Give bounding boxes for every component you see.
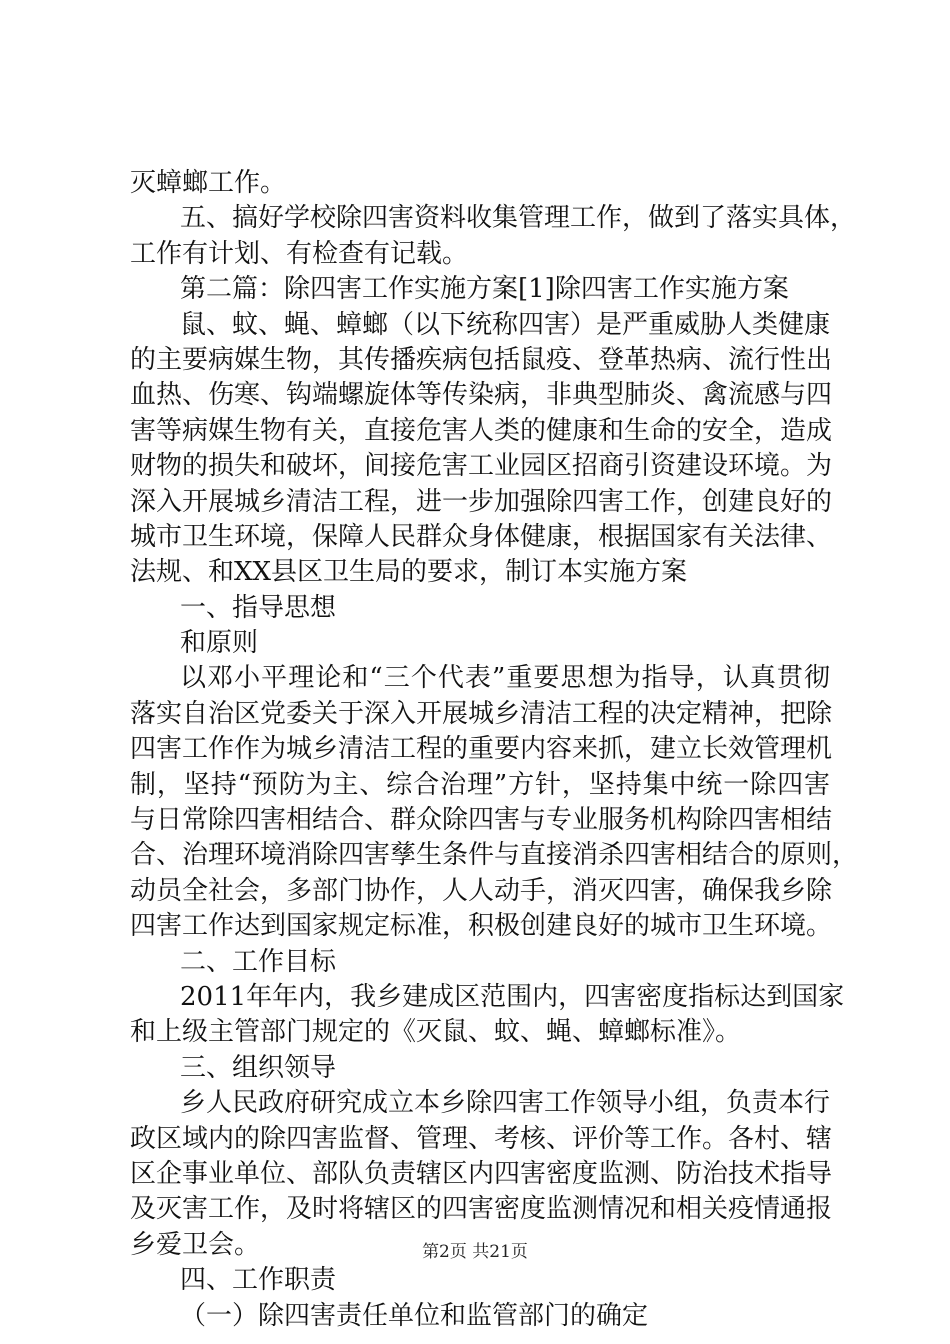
text-line: 血热、伤寒、钩端螺旋体等传染病，非典型肺炎、禽流感与四 [130, 380, 833, 411]
text-line: 政区域内的除四害监督、管理、考核、评价等工作。各村、辖 [130, 1123, 833, 1154]
text-line: 四、工作职责 [180, 1265, 337, 1296]
text-line: 鼠、蚊、蝇、蟑螂（以下统称四害）是严重威胁人类健康 [180, 309, 831, 340]
text-line: 一、指导思想 [180, 592, 337, 623]
text-line: 害等病媒生物有关，直接危害人类的健康和生命的安全，造成 [130, 415, 833, 446]
text-line: 和原则 [180, 628, 259, 659]
text-line: 城市卫生环境，保障人民群众身体健康，根据国家有关法律、 [130, 521, 833, 552]
text-line: 合、治理环境消除四害孳生条件与直接消杀四害相结合的原则， [130, 840, 859, 871]
text-line: 财物的损失和破坏，间接危害工业园区招商引资建设环境。为 [130, 451, 833, 482]
text-line: 深入开展城乡清洁工程，进一步加强除四害工作，创建良好的 [130, 486, 833, 517]
text-line: 灭蟑螂工作。 [130, 168, 287, 198]
text-line: 四害工作达到国家规定标准，积极创建良好的城市卫生环境。 [130, 911, 833, 942]
text-line: 落实自治区党委关于深入开展城乡清洁工程的决定精神，把除 [130, 698, 833, 729]
text-line: 四害工作作为城乡清洁工程的重要内容来抓，建立长效管理机 [130, 734, 833, 765]
text-line: 二、工作目标 [180, 946, 337, 977]
text-line: 乡人民政府研究成立本乡除四害工作领导小组，负责本行 [180, 1088, 831, 1119]
text-line: 2011年年内，我乡建成区范围内，四害密度指标达到国家 [180, 981, 845, 1012]
text-line: 的主要病媒生物，其传播疾病包括鼠疫、登革热病、流行性出 [130, 344, 833, 375]
text-line: 与日常除四害相结合、群众除四害与专业服务机构除四害相结 [130, 805, 833, 836]
text-line: 制，坚持“预防为主、综合治理”方针，坚持集中统一除四害 [130, 769, 830, 800]
text-line: （一）除四害责任单位和监管部门的确定 [180, 1300, 649, 1331]
text-line: 乡爱卫会。 [130, 1229, 261, 1260]
text-line: 动员全社会，多部门协作，人人动手，消灭四害，确保我乡除 [130, 875, 833, 906]
text-line: 工作有计划、有检查有记载。 [130, 238, 469, 269]
text-line: 区企事业单位、部队负责辖区内四害密度监测、防治技术指导 [130, 1158, 833, 1189]
text-line: 五、搞好学校除四害资料收集管理工作，做到了落实具体， [180, 203, 857, 234]
text-line: 及灭害工作，及时将辖区的四害密度监测情况和相关疫情通报 [130, 1194, 833, 1225]
text-line: 法规、和XX县区卫生局的要求，制订本实施方案 [130, 557, 688, 588]
page-footer: 第2页 共21页 [422, 1242, 528, 1262]
text-line: 三、组织领导 [180, 1052, 337, 1083]
text-line: 和上级主管部门规定的《灭鼠、蚊、蝇、蟑螂标准》。 [130, 1017, 742, 1048]
document-body [130, 166, 859, 1334]
text-line: 以邓小平理论和“三个代表”重要思想为指导，认真贯彻 [180, 663, 830, 694]
text-line: 第二篇：除四害工作实施方案[1]除四害工作实施方案 [180, 274, 789, 305]
